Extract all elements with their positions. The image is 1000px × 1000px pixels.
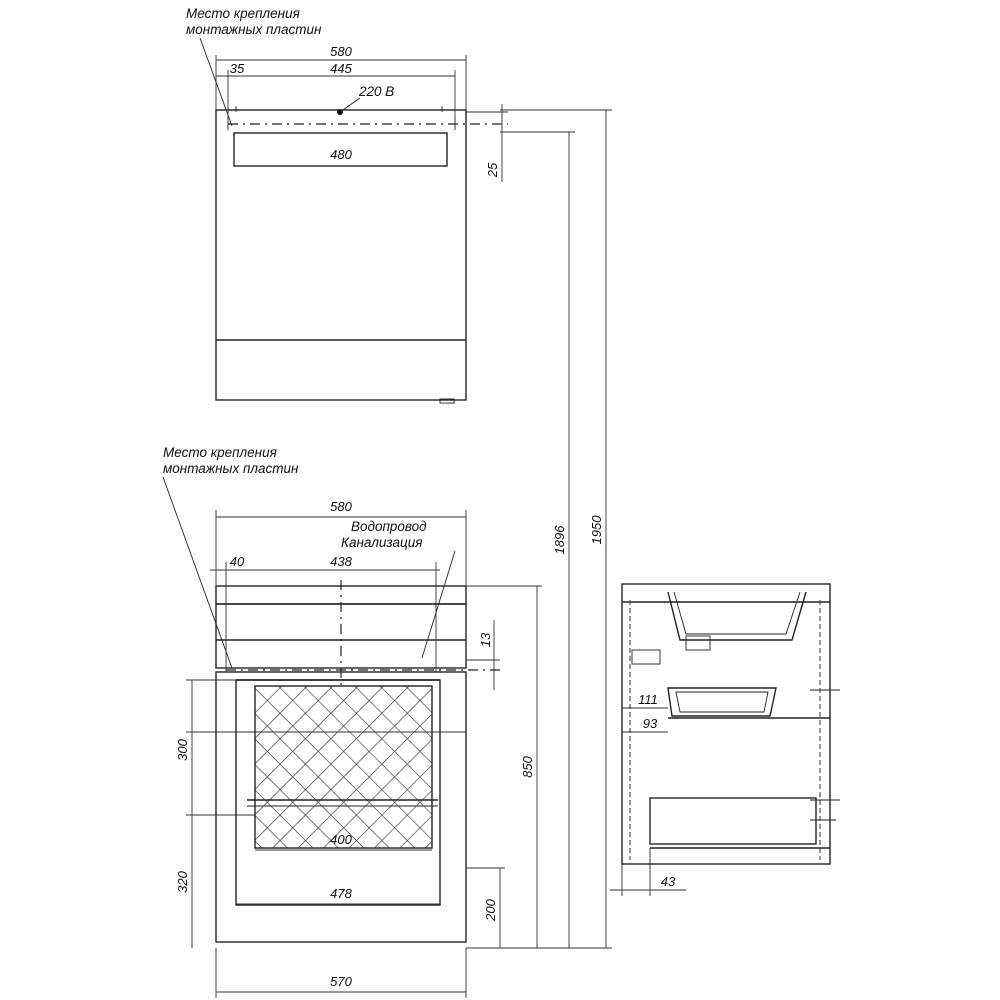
dim-300: 300 — [175, 739, 190, 761]
mount-label-front-line2: монтажных пластин — [163, 461, 299, 476]
dim-445: 445 — [330, 61, 352, 76]
side-basin — [668, 592, 806, 640]
dim-400: 400 — [330, 832, 352, 847]
dim-478: 478 — [330, 886, 352, 901]
dim-580-front: 580 — [330, 499, 352, 514]
water-label: Водопровод — [351, 519, 427, 534]
dim-320: 320 — [175, 871, 190, 893]
side-bracket — [632, 650, 660, 664]
sewer-label: Канализация — [341, 535, 423, 550]
mount-label-front-line1: Место крепления — [163, 445, 277, 460]
dim-580-top: 580 — [330, 44, 352, 59]
dim-200: 200 — [483, 899, 498, 921]
side-view — [610, 584, 840, 896]
dim-40: 40 — [229, 554, 245, 569]
mount-label-top-line2: монтажных пластин — [186, 22, 322, 37]
dim-850: 850 — [520, 756, 535, 778]
dim-1950: 1950 — [589, 515, 604, 545]
front-view — [163, 110, 612, 998]
dim-25: 25 — [485, 162, 500, 178]
dim-480: 480 — [330, 147, 352, 162]
side-upper-drawer-inner — [676, 692, 768, 712]
mount-label-top-line1: Место крепления — [186, 6, 300, 21]
dim-111: 111 — [638, 692, 658, 707]
side-siphon — [686, 636, 710, 650]
top-view — [186, 6, 508, 403]
dim-13: 13 — [478, 632, 493, 648]
side-basin-inner — [674, 592, 800, 634]
dim-93: 93 — [642, 716, 658, 731]
mesh-basket — [255, 686, 432, 848]
dim-35: 35 — [229, 61, 245, 76]
dim-438: 438 — [330, 554, 352, 569]
power-label: 220 В — [359, 84, 395, 99]
dim-1896: 1896 — [552, 525, 567, 555]
dim-570: 570 — [330, 974, 352, 989]
dim-43: 43 — [660, 874, 676, 889]
side-lower-drawer — [650, 798, 816, 844]
